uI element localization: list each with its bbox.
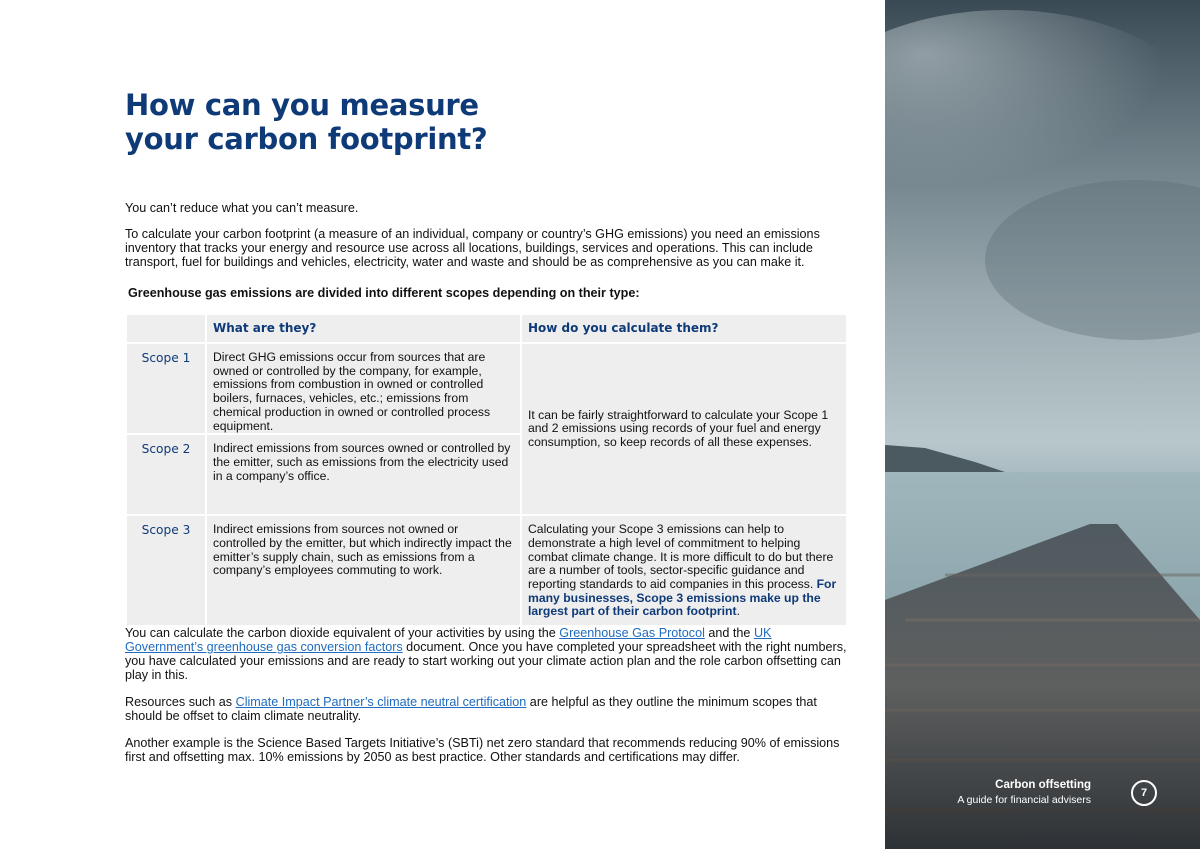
conversion-paragraph	[125, 626, 850, 682]
scope-1-description: Direct GHG emissions occur from sources that are owned or controlled by the company, for example, emissions from combustion in owned or controlled boilers, furnaces, vehicles, etc.; emissions from chemical production in owned or controlled process equipment.	[206, 343, 521, 434]
scope-3-description: Indirect emissions from sources not owned or controlled by the emitter, but which indirectly impact the emitter’s supply chain, such as emissions from a company’s employees commuting to work.	[206, 515, 521, 626]
intro-paragraph: You can’t reduce what you can’t measure.	[125, 201, 359, 215]
table-row	[126, 343, 847, 434]
scope-1-2-calculation: It can be fairly straightforward to calculate your Scope 1 and 2 emissions using records of your fuel and energy consumption, so keep records of all these expenses.	[521, 343, 847, 515]
page-number-badge: 7	[1131, 780, 1157, 806]
table-row	[126, 515, 847, 626]
sbti-paragraph: Another example is the Science Based Targets Initiative’s (SBTi) net zero standard that recommends reducing 90% of emissions first and offsetting max. 10% emissions by 2050 as best practice. Other standards and certifications may differ.	[125, 736, 840, 764]
table-header-what: What are they?	[206, 314, 521, 343]
pier-photo	[885, 0, 1200, 849]
scope-3-calc-text: Calculating your Scope 3 emissions can help to demonstrate a high level of commitment to helping combat climate change. It is more difficult to do but there are a number of tools, sector-specific guidance and reporting standards to aid companies in this process.	[528, 522, 834, 592]
resources-paragraph	[125, 695, 850, 723]
table-header-how: How do you calculate them?	[521, 314, 847, 343]
uk-conversion-factors-link[interactable]: UK Government’s greenhouse gas conversion factors	[125, 626, 772, 654]
calculate-paragraph: To calculate your carbon footprint (a measure of an individual, company or country’s GHG emissions) you need an emissions inventory that tracks your energy and resource use across all locations, buildings, services and operations. This can include transport, fuel for buildings and vehicles, electricity, water and waste and should be as comprehensive as you can make it.	[125, 227, 820, 269]
scope-3-label: Scope 3	[126, 515, 206, 626]
table-header-row	[126, 314, 847, 343]
footer-subtitle: A guide for financial advisers	[957, 794, 1091, 806]
resources-text-b: are helpful as they outline the minimum scopes that should be offset to claim climate neutrality.	[125, 695, 817, 723]
scope-1-label: Scope 1	[126, 343, 206, 434]
lake-pier-image	[885, 0, 1200, 849]
greenhouse-gas-protocol-link[interactable]: Greenhouse Gas Protocol	[559, 626, 705, 640]
footer-title: Carbon offsetting	[995, 779, 1091, 791]
scope-3-calculation	[521, 515, 847, 626]
conversion-text-c: document. Once you have completed your spreadsheet with the right numbers, you have calculated your emissions and are ready to start working out your climate action plan and the role carbon offsetting can play in this.	[125, 640, 847, 682]
scope-2-description: Indirect emissions from sources owned or controlled by the emitter, such as emissions from the electricity used in a company’s office.	[206, 434, 521, 515]
scope-2-label: Scope 2	[126, 434, 206, 515]
conversion-text-b: and the	[704, 626, 754, 640]
scope-3-calc-end: .	[736, 604, 740, 619]
scopes-table	[125, 313, 848, 627]
page-title-line1: How can you measure	[125, 88, 479, 122]
page-title-line2: your carbon footprint?	[125, 122, 488, 156]
resources-text-a: Resources such as	[125, 695, 236, 709]
scopes-intro: Greenhouse gas emissions are divided into different scopes depending on their type:	[128, 286, 640, 300]
climate-neutral-certification-link[interactable]: Climate Impact Partner’s climate neutral certification	[235, 695, 527, 709]
page-title	[125, 88, 487, 156]
conversion-text-a: You can calculate the carbon dioxide equivalent of your activities by using the	[125, 626, 560, 640]
table-header-empty	[126, 314, 206, 343]
scope-3-highlight: For many businesses, Scope 3 emissions make up the largest part of their carbon footprint	[528, 577, 837, 619]
